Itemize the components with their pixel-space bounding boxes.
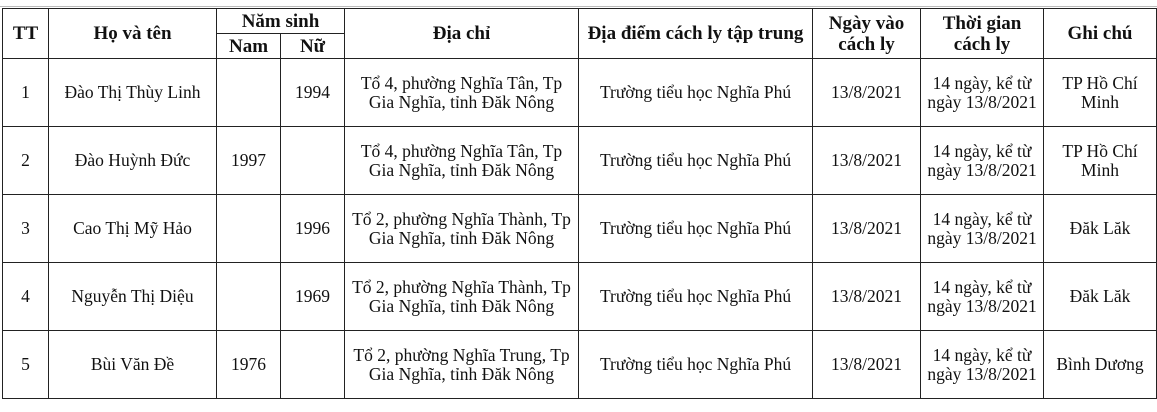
cell-duration: 14 ngày, kể từ ngày 13/8/2021 (921, 263, 1044, 331)
header-tt: TT (3, 9, 49, 59)
cell-name: Bùi Văn Đề (49, 331, 217, 399)
header-quarantine-place: Địa điểm cách ly tập trung (579, 9, 813, 59)
cell-start-date: 13/8/2021 (813, 331, 921, 399)
header-duration: Thời gian cách ly (921, 9, 1044, 59)
cell-note: Đăk Lăk (1044, 195, 1157, 263)
cell-start-date: 13/8/2021 (813, 195, 921, 263)
cell-male: 1976 (217, 331, 281, 399)
cell-address: Tổ 4, phường Nghĩa Tân, Tp Gia Nghĩa, tỉnh Đăk Nông (345, 59, 579, 127)
quarantine-list-table (2, 8, 1157, 399)
cell-duration: 14 ngày, kể từ ngày 13/8/2021 (921, 127, 1044, 195)
table-row (3, 127, 1157, 195)
cell-male (217, 59, 281, 127)
cell-start-date: 13/8/2021 (813, 59, 921, 127)
header-start-date: Ngày vào cách ly (813, 9, 921, 59)
cell-address: Tổ 2, phường Nghĩa Trung, Tp Gia Nghĩa, tỉnh Đăk Nông (345, 331, 579, 399)
cell-tt: 1 (3, 59, 49, 127)
cell-note: Bình Dương (1044, 331, 1157, 399)
table-row (3, 263, 1157, 331)
header-address: Địa chỉ (345, 9, 579, 59)
cell-note: TP Hồ Chí Minh (1044, 127, 1157, 195)
cropped-title-edge (0, 0, 1157, 7)
cell-quarantine-place: Trường tiểu học Nghĩa Phú (579, 59, 813, 127)
cell-note: TP Hồ Chí Minh (1044, 59, 1157, 127)
cell-quarantine-place: Trường tiểu học Nghĩa Phú (579, 127, 813, 195)
cell-duration: 14 ngày, kể từ ngày 13/8/2021 (921, 59, 1044, 127)
cell-female: 1996 (281, 195, 345, 263)
header-row (3, 9, 1157, 34)
cell-tt: 2 (3, 127, 49, 195)
cell-female (281, 331, 345, 399)
cell-address: Tổ 2, phường Nghĩa Thành, Tp Gia Nghĩa, tỉnh Đăk Nông (345, 195, 579, 263)
cell-start-date: 13/8/2021 (813, 263, 921, 331)
cell-male (217, 263, 281, 331)
cell-female: 1969 (281, 263, 345, 331)
cell-male (217, 195, 281, 263)
cell-tt: 3 (3, 195, 49, 263)
table-row (3, 59, 1157, 127)
header-male: Nam (217, 34, 281, 59)
cell-address: Tổ 2, phường Nghĩa Thành, Tp Gia Nghĩa, tỉnh Đăk Nông (345, 263, 579, 331)
header-birth-year: Năm sinh (217, 9, 345, 34)
cell-duration: 14 ngày, kể từ ngày 13/8/2021 (921, 331, 1044, 399)
cell-quarantine-place: Trường tiểu học Nghĩa Phú (579, 195, 813, 263)
table-row (3, 195, 1157, 263)
cell-duration: 14 ngày, kể từ ngày 13/8/2021 (921, 195, 1044, 263)
header-name: Họ và tên (49, 9, 217, 59)
cell-tt: 4 (3, 263, 49, 331)
cell-female (281, 127, 345, 195)
cell-name: Cao Thị Mỹ Hảo (49, 195, 217, 263)
cell-address: Tổ 4, phường Nghĩa Tân, Tp Gia Nghĩa, tỉnh Đăk Nông (345, 127, 579, 195)
table-row (3, 331, 1157, 399)
cell-name: Đào Huỳnh Đức (49, 127, 217, 195)
cell-tt: 5 (3, 331, 49, 399)
cell-male: 1997 (217, 127, 281, 195)
header-female: Nữ (281, 34, 345, 59)
cell-note: Đăk Lăk (1044, 263, 1157, 331)
cell-name: Đào Thị Thùy Linh (49, 59, 217, 127)
cell-quarantine-place: Trường tiểu học Nghĩa Phú (579, 331, 813, 399)
cell-quarantine-place: Trường tiểu học Nghĩa Phú (579, 263, 813, 331)
cell-female: 1994 (281, 59, 345, 127)
cell-name: Nguyễn Thị Diệu (49, 263, 217, 331)
header-note: Ghi chú (1044, 9, 1157, 59)
cell-start-date: 13/8/2021 (813, 127, 921, 195)
